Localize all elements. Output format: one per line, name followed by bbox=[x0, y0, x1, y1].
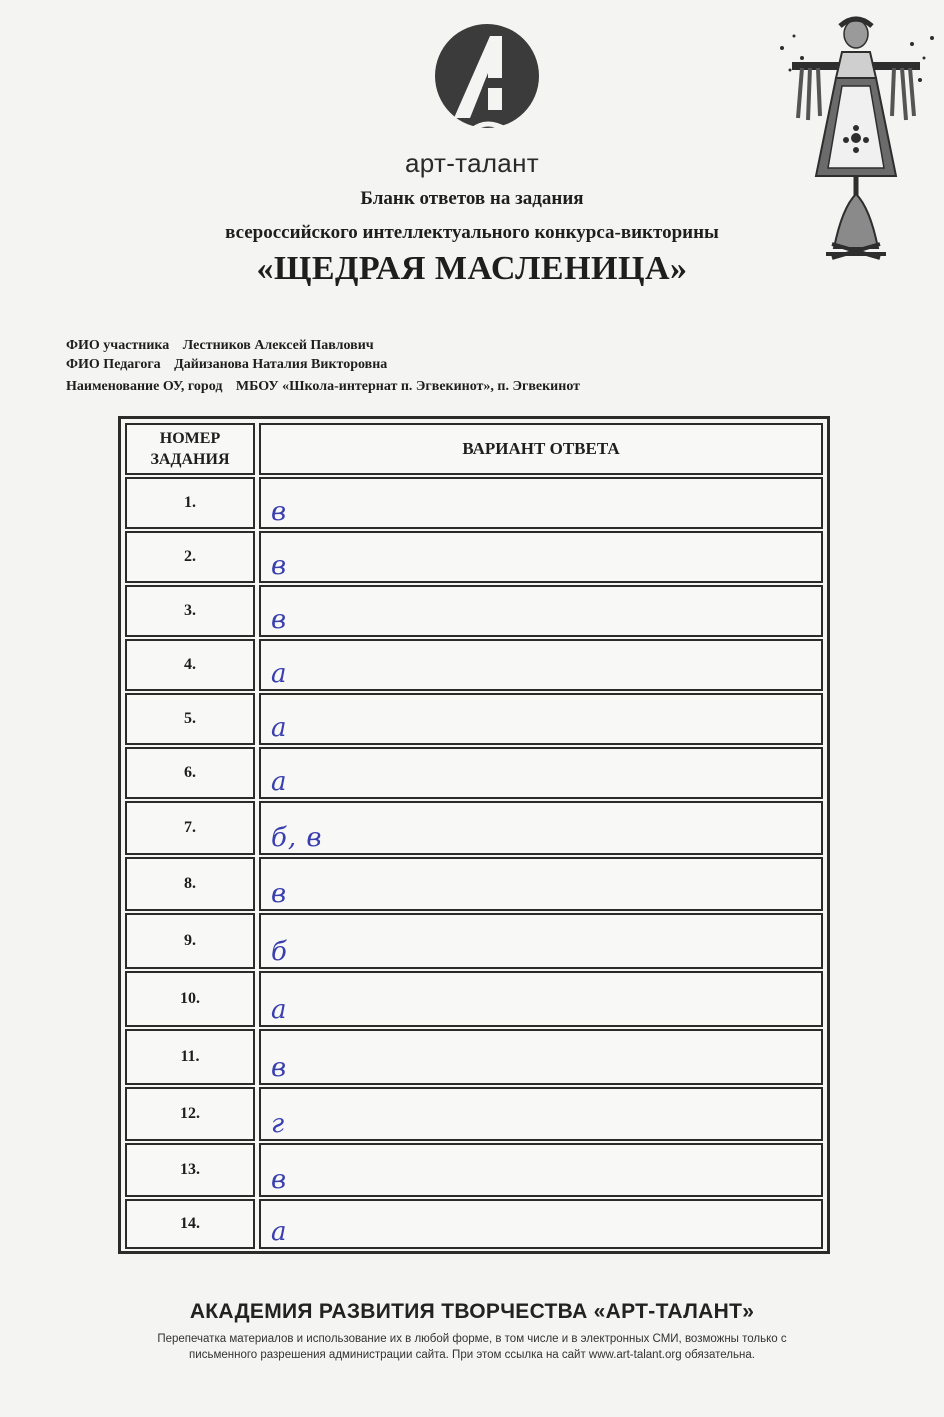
form-title: Бланк ответов на задания bbox=[360, 188, 584, 209]
column-header-number-line2: ЗАДАНИЯ bbox=[150, 451, 230, 468]
handwritten-answer: в bbox=[271, 605, 288, 635]
table-row bbox=[125, 477, 823, 529]
handwritten-answer: а bbox=[271, 767, 288, 797]
column-header-number-line1: НОМЕР bbox=[159, 430, 221, 447]
task-number: 1. bbox=[125, 477, 255, 529]
answer-cell[interactable] bbox=[259, 971, 823, 1027]
table-header bbox=[125, 423, 823, 475]
table-row bbox=[125, 1029, 823, 1085]
table-row bbox=[125, 1199, 823, 1249]
answer-cell[interactable] bbox=[259, 1087, 823, 1141]
maslenitsa-effigy-icon bbox=[772, 8, 940, 260]
academy-name: АКАДЕМИЯ РАЗВИТИЯ ТВОРЧЕСТВА «АРТ-ТАЛАНТ» bbox=[189, 1300, 755, 1323]
answer-cell[interactable] bbox=[259, 639, 823, 691]
handwritten-answer: г bbox=[271, 1109, 286, 1139]
table-row bbox=[125, 747, 823, 799]
table-row bbox=[125, 913, 823, 969]
disclaimer-line-2: письменного разрешения администрации сайта. При этом ссылка на сайт www.art-talant.org обязательна. bbox=[189, 1349, 755, 1361]
table-row bbox=[125, 1087, 823, 1141]
participant-line bbox=[66, 338, 374, 354]
task-number: 3. bbox=[125, 585, 255, 637]
art-talant-logo-icon bbox=[432, 18, 542, 138]
answer-cell[interactable] bbox=[259, 477, 823, 529]
table-row bbox=[125, 693, 823, 745]
answer-cell[interactable] bbox=[259, 1143, 823, 1197]
brand-name: арт-талант bbox=[405, 148, 539, 178]
task-number: 8. bbox=[125, 857, 255, 911]
answer-cell[interactable] bbox=[259, 747, 823, 799]
handwritten-answer: в bbox=[271, 497, 288, 527]
column-header-number bbox=[125, 423, 255, 475]
table-row bbox=[125, 1143, 823, 1197]
task-number: 7. bbox=[125, 801, 255, 855]
teacher-line bbox=[66, 357, 387, 373]
task-number: 12. bbox=[125, 1087, 255, 1141]
answer-cell[interactable] bbox=[259, 857, 823, 911]
table-row bbox=[125, 857, 823, 911]
answers-table bbox=[118, 416, 830, 1254]
school-line bbox=[66, 379, 580, 395]
answer-cell[interactable] bbox=[259, 1199, 823, 1249]
teacher-label: ФИО Педагога bbox=[66, 357, 161, 372]
disclaimer-line-1: Перепечатка материалов и использование их в любой форме, в том числе и в электронных СМИ, возможны только с bbox=[157, 1333, 787, 1345]
handwritten-answer: б, в bbox=[271, 823, 323, 853]
task-number: 14. bbox=[125, 1199, 255, 1249]
task-number: 2. bbox=[125, 531, 255, 583]
answer-cell[interactable] bbox=[259, 585, 823, 637]
handwritten-answer: в bbox=[271, 1165, 288, 1195]
task-number: 9. bbox=[125, 913, 255, 969]
task-number: 11. bbox=[125, 1029, 255, 1085]
handwritten-answer: в bbox=[271, 1053, 288, 1083]
table-row bbox=[125, 585, 823, 637]
handwritten-answer: а bbox=[271, 995, 288, 1025]
school-value: МБОУ «Школа-интернат п. Эгвекинот», п. Эгвекинот bbox=[235, 379, 581, 394]
handwritten-answer: а bbox=[271, 713, 288, 743]
answer-cell[interactable] bbox=[259, 693, 823, 745]
teacher-value: Дайизанова Наталия Викторовна bbox=[174, 357, 388, 372]
answer-cell[interactable] bbox=[259, 531, 823, 583]
table-row bbox=[125, 971, 823, 1027]
table-row bbox=[125, 639, 823, 691]
form-subtitle: всероссийского интеллектуального конкурса-викторины bbox=[225, 222, 719, 243]
handwritten-answer: в bbox=[271, 551, 288, 581]
participant-value: Лестников Алексей Павлович bbox=[182, 338, 374, 353]
task-number: 5. bbox=[125, 693, 255, 745]
table-row bbox=[125, 531, 823, 583]
handwritten-answer: а bbox=[271, 1217, 288, 1247]
answer-cell[interactable] bbox=[259, 913, 823, 969]
task-number: 4. bbox=[125, 639, 255, 691]
handwritten-answer: в bbox=[271, 879, 288, 909]
answer-cell[interactable] bbox=[259, 801, 823, 855]
task-number: 6. bbox=[125, 747, 255, 799]
contest-name: «ЩЕДРАЯ МАСЛЕНИЦА» bbox=[256, 250, 688, 287]
participant-label: ФИО участника bbox=[66, 338, 170, 353]
column-header-answer: ВАРИАНТ ОТВЕТА bbox=[259, 423, 823, 475]
handwritten-answer: б bbox=[271, 937, 288, 967]
task-number: 13. bbox=[125, 1143, 255, 1197]
task-number: 10. bbox=[125, 971, 255, 1027]
copyright-disclaimer bbox=[70, 1331, 874, 1363]
school-label: Наименование ОУ, город bbox=[66, 379, 223, 394]
answer-cell[interactable] bbox=[259, 1029, 823, 1085]
table-row bbox=[125, 801, 823, 855]
handwritten-answer: а bbox=[271, 659, 288, 689]
